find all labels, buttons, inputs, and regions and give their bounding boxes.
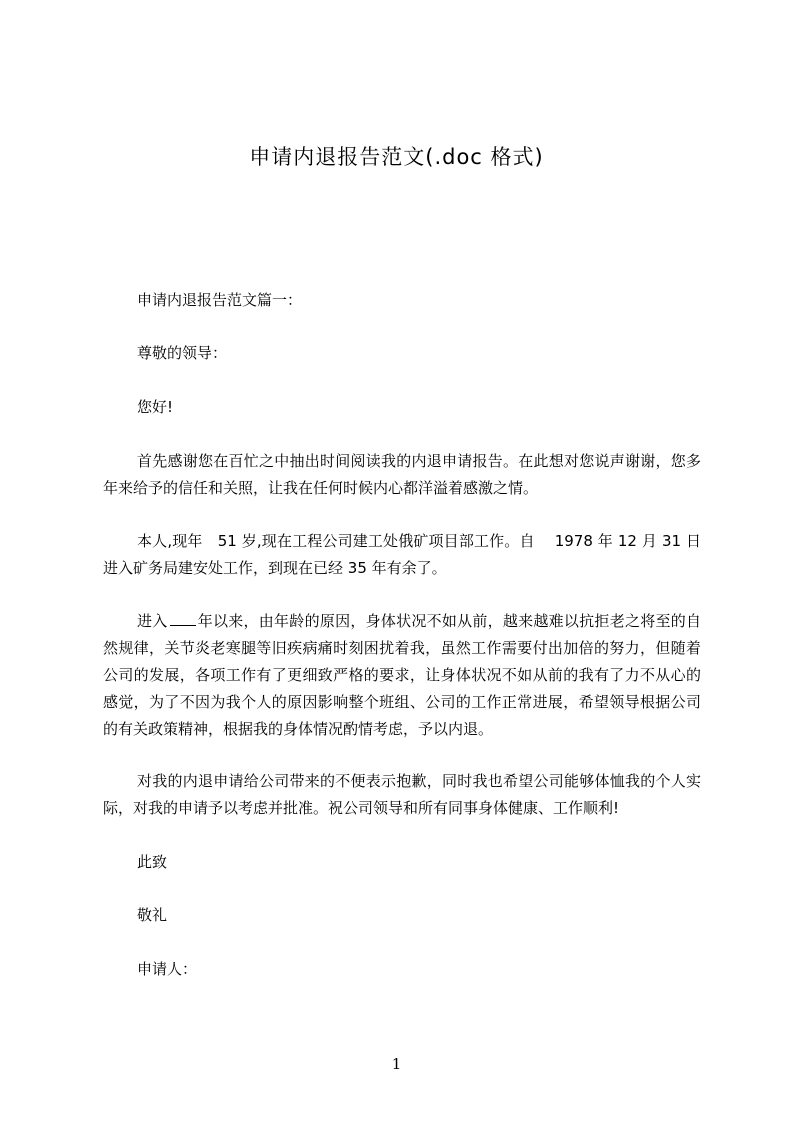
document-title: 申请内退报告范文(.doc 格式) [249,145,544,169]
paragraph-thanks: 首先感谢您在百忙之中抽出时间阅读我的内退申请报告。在此想对您说声谢谢，您多年来给予的信任和关照，让我在任何时候内心都洋溢着感激之情。 [103,452,701,497]
closing-jingli: 敬礼 [137,906,168,924]
page-number: 1 [391,1055,402,1073]
section-heading: 申请内退报告范文篇一： [137,291,303,309]
paragraph-personal-info: 本人,现年 51 岁,现在工程公司建工处俄矿项目部工作。自 1978 年 12 月 31 日进入矿务局建安处工作，到现在已经 35 年有余了。 [103,532,701,577]
signature-label: 申请人： [137,960,198,978]
closing-cizhi: 此致 [137,853,168,871]
greeting: 您好! [137,398,174,416]
paragraph-apology: 对我的内退申请给公司带来的不便表示抱歉，同时我也希望公司能够体恤我的个人实际，对我的申请予以考虑并批准。祝公司领导和所有同事身体健康、工作顺利! [103,772,701,817]
salutation: 尊敬的领导： [137,344,228,362]
fill-in-blank [170,611,196,626]
paragraph-reason [103,608,701,743]
paragraph-reason-rest: 年以来，由年龄的原因，身体状况不如从前，越来越难以抗拒老之将至的自然规律，关节炎老寒腿等旧疾病痛时刻困扰着我，虽然工作需要付出加倍的努力，但随着公司的发展，各项工作有了更细致严格的要求，让身体状况不如从前的我有了力不从心的感觉，为了不因为我个人的原因影响整个班组、公司的工作正常进展，希望领导根据公司的有关政策精神，根据我的身体情况酌情考虑，予以内退。 [103,612,701,738]
paragraph-reason-start: 进入 [137,612,168,630]
